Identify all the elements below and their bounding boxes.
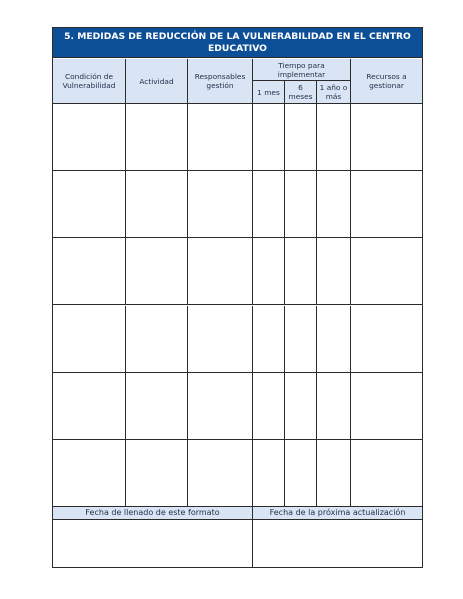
cell-condicion[interactable]: [53, 373, 126, 440]
header-responsables: Responsables gestión: [188, 59, 253, 104]
cell-1-ano-o-mas[interactable]: [317, 238, 351, 305]
header-tiempo: Tiempo para implementar: [253, 59, 351, 81]
cell-actividad[interactable]: [126, 104, 188, 171]
cell-1-mes[interactable]: [253, 373, 285, 440]
cell-recursos[interactable]: [351, 373, 422, 440]
footer-fecha-llenado-field[interactable]: [53, 520, 253, 567]
cell-recursos[interactable]: [351, 171, 422, 238]
cell-responsables[interactable]: [188, 373, 253, 440]
cell-condicion[interactable]: [53, 306, 126, 373]
vulnerability-reduction-form: [52, 27, 423, 568]
cell-recursos[interactable]: [351, 238, 422, 305]
cell-6-meses[interactable]: [285, 238, 317, 305]
header-condicion: Condición de Vulnerabilidad: [53, 59, 126, 104]
cell-responsables[interactable]: [188, 238, 253, 305]
form-title: 5. MEDIDAS DE REDUCCIÓN DE LA VULNERABILIDAD EN EL CENTRO EDUCATIVO: [53, 28, 422, 58]
cell-actividad[interactable]: [126, 440, 188, 507]
cell-actividad[interactable]: [126, 306, 188, 373]
cell-recursos[interactable]: [351, 104, 422, 171]
cell-condicion[interactable]: [53, 171, 126, 238]
cell-condicion[interactable]: [53, 238, 126, 305]
cell-condicion[interactable]: [53, 440, 126, 507]
cell-1-ano-o-mas[interactable]: [317, 171, 351, 238]
cell-6-meses[interactable]: [285, 171, 317, 238]
cell-1-mes[interactable]: [253, 306, 285, 373]
cell-actividad[interactable]: [126, 238, 188, 305]
cell-1-ano-o-mas[interactable]: [317, 306, 351, 373]
cell-1-mes[interactable]: [253, 171, 285, 238]
cell-1-ano-o-mas[interactable]: [317, 104, 351, 171]
footer-fecha-llenado-label: Fecha de llenado de este formato: [53, 507, 253, 520]
header-recursos: Recursos a gestionar: [351, 59, 422, 104]
cell-actividad[interactable]: [126, 171, 188, 238]
header-actividad: Actividad: [126, 59, 188, 104]
footer-fecha-actualizacion-label: Fecha de la próxima actualización: [253, 507, 422, 520]
header-6-meses: 6 meses: [285, 81, 317, 104]
cell-1-ano-o-mas[interactable]: [317, 373, 351, 440]
cell-6-meses[interactable]: [285, 104, 317, 171]
cell-6-meses[interactable]: [285, 373, 317, 440]
cell-1-mes[interactable]: [253, 238, 285, 305]
header-1-ano-o-mas: 1 año o más: [317, 81, 351, 104]
cell-responsables[interactable]: [188, 440, 253, 507]
cell-1-mes[interactable]: [253, 104, 285, 171]
cell-1-ano-o-mas[interactable]: [317, 440, 351, 507]
cell-responsables[interactable]: [188, 104, 253, 171]
cell-responsables[interactable]: [188, 171, 253, 238]
header-1-mes: 1 mes: [253, 81, 285, 104]
cell-6-meses[interactable]: [285, 306, 317, 373]
cell-recursos[interactable]: [351, 440, 422, 507]
footer-fecha-actualizacion-field[interactable]: [253, 520, 422, 567]
cell-recursos[interactable]: [351, 306, 422, 373]
cell-condicion[interactable]: [53, 104, 126, 171]
cell-6-meses[interactable]: [285, 440, 317, 507]
cell-1-mes[interactable]: [253, 440, 285, 507]
cell-responsables[interactable]: [188, 306, 253, 373]
cell-actividad[interactable]: [126, 373, 188, 440]
